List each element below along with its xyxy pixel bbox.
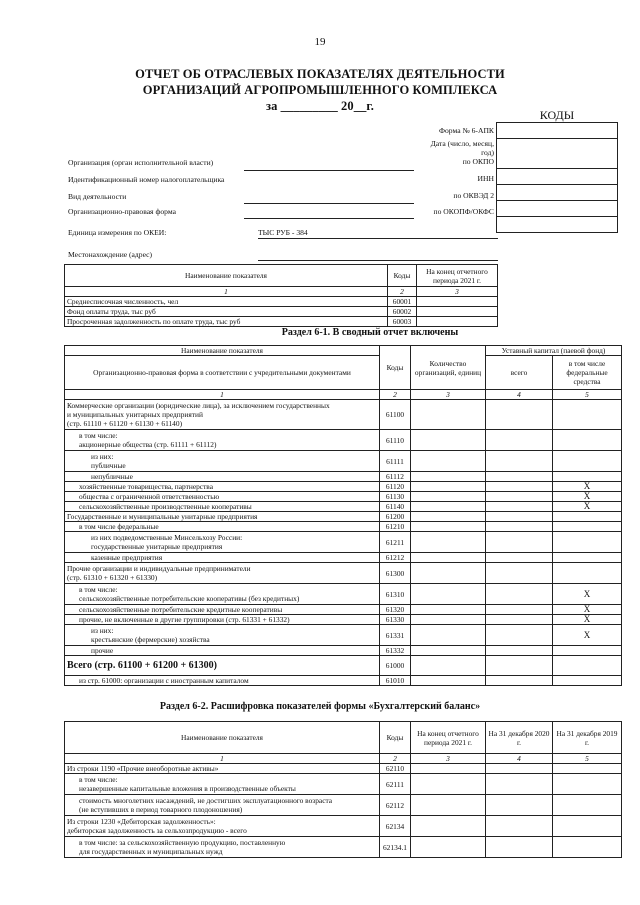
col-number: 3	[417, 287, 498, 297]
value-cell[interactable]	[411, 430, 486, 451]
value-cell[interactable]	[553, 451, 622, 472]
row-code: 61130	[380, 492, 411, 502]
value-cell[interactable]	[411, 816, 486, 837]
row-code: 61210	[380, 522, 411, 532]
value-cell[interactable]	[486, 774, 553, 795]
row-name	[65, 522, 380, 532]
value-cell[interactable]	[417, 297, 498, 307]
table-row	[65, 472, 622, 482]
row-name-line: стоимость многолетних насаждений, не достигших эксплуатационного возраста	[79, 796, 333, 805]
value-cell[interactable]	[486, 553, 553, 563]
code-label-date: Дата (число, месяц, год)	[430, 139, 494, 157]
row-name-line: крестьянские (фермерские) хозяйства	[91, 635, 210, 644]
table-row	[65, 795, 622, 816]
value-cell[interactable]	[411, 656, 486, 676]
col-number: 1	[65, 390, 380, 400]
value-cell[interactable]	[486, 532, 553, 553]
value-cell[interactable]	[486, 512, 553, 522]
col-number: 3	[411, 390, 486, 400]
code-label-okved: по ОКВЭД 2	[453, 191, 494, 200]
col-header-dec-2019: На 31 декабря 2019 г.	[553, 722, 622, 754]
value-cell[interactable]	[486, 492, 553, 502]
row-code: 61110	[380, 430, 411, 451]
table-row	[65, 522, 622, 532]
code-label-form: Форма № 6-АПК	[438, 126, 494, 135]
row-name	[65, 553, 380, 563]
table-row	[65, 492, 622, 502]
row-name-line: Коммерческие организации (юридические лица), за исключением государственных	[67, 401, 330, 410]
row-name	[65, 676, 380, 686]
row-name-line: в том числе федеральные	[79, 522, 159, 531]
col-header-code: Коды	[388, 265, 417, 287]
table-row	[65, 605, 622, 615]
value-cell[interactable]	[486, 676, 553, 686]
value-cell[interactable]	[411, 492, 486, 502]
table-row	[65, 512, 622, 522]
value-cell[interactable]	[411, 400, 486, 430]
value-cell[interactable]	[417, 317, 498, 327]
row-name	[65, 532, 380, 553]
row-name-line: Из строки 1230 «Дебиторская задолженность»:	[67, 817, 216, 826]
value-cell[interactable]	[411, 774, 486, 795]
row-code: 61010	[380, 676, 411, 686]
row-name-line: дебиторская задолженность за сельхозпродукцию - всего	[67, 826, 247, 835]
value-cell[interactable]	[486, 837, 553, 858]
code-label-okpo: по ОКПО	[462, 157, 494, 166]
col-header-code: Коды	[380, 346, 411, 390]
report-title-line-2: ОРГАНИЗАЦИЙ АГРОПРОМЫШЛЕННОГО КОМПЛЕКСА	[142, 83, 498, 97]
report-period: за _________ 20__г.	[265, 99, 375, 113]
row-name-line: в том числе: за сельскохозяйственную продукцию, поставленную	[79, 838, 286, 847]
not-applicable-mark: X	[553, 482, 622, 492]
row-code: 62112	[380, 795, 411, 816]
row-code: 61211	[380, 532, 411, 553]
row-name-line: казенные предприятия	[91, 553, 163, 562]
row-name-line: Прочие организации и индивидуальные предприниматели	[67, 564, 251, 573]
row-code: 61331	[380, 625, 411, 646]
row-name	[65, 656, 380, 676]
value-cell[interactable]	[553, 774, 622, 795]
row-name	[65, 492, 380, 502]
col-header-name: Наименование показателя	[65, 346, 380, 356]
row-code: 62111	[380, 774, 411, 795]
value-cell[interactable]	[486, 615, 553, 625]
not-applicable-mark: X	[553, 605, 622, 615]
table-row	[65, 625, 622, 646]
row-name	[65, 837, 380, 858]
table-row	[65, 615, 622, 625]
table-row	[65, 451, 622, 472]
value-cell[interactable]	[553, 837, 622, 858]
value-cell[interactable]	[411, 451, 486, 472]
table-row	[65, 764, 622, 774]
row-code: 61320	[380, 605, 411, 615]
row-name-line: общества с ограниченной ответственностью	[79, 492, 220, 501]
row-name-line: акционерные общества (стр. 61111 + 61112)	[79, 440, 217, 449]
code-field-inn[interactable]	[497, 185, 618, 201]
table-row	[65, 297, 498, 307]
table-row	[65, 676, 622, 686]
row-code: 61140	[380, 502, 411, 512]
label-activity: Вид деятельности	[68, 192, 127, 201]
value-cell[interactable]	[553, 563, 622, 584]
row-name-line: публичные	[91, 461, 126, 470]
row-name-line: Государственные и муниципальные унитарные предприятия	[67, 512, 258, 521]
table-row	[65, 816, 622, 837]
row-name-line: сельскохозяйственные потребительские кредитные кооперативы	[79, 605, 283, 614]
row-code: 61300	[380, 563, 411, 584]
col-number: 4	[486, 390, 553, 400]
row-code: 61120	[380, 482, 411, 492]
row-name	[65, 816, 380, 837]
value-cell[interactable]	[553, 764, 622, 774]
row-name-line: Из строки 1190 «Прочие внеоборотные активы»	[67, 764, 219, 773]
value-cell[interactable]	[411, 676, 486, 686]
table-row	[65, 317, 498, 327]
col-header-federal: в том числе федеральные средства	[553, 356, 622, 390]
row-name	[65, 472, 380, 482]
row-name-line: в том числе:	[79, 431, 118, 440]
row-name	[65, 400, 380, 430]
code-field-form[interactable]	[497, 123, 618, 139]
label-inn: Идентификационный номер налогоплательщика	[68, 175, 225, 184]
table-row	[65, 584, 622, 605]
row-name-line: из них подведомственные Минсельхозу России:	[91, 533, 243, 542]
table-row	[65, 400, 622, 430]
value-cell[interactable]	[486, 563, 553, 584]
row-name	[65, 482, 380, 492]
not-applicable-mark: X	[553, 615, 622, 625]
row-name	[65, 795, 380, 816]
row-name: Среднесписочная численность, чел	[65, 297, 388, 307]
value-cell[interactable]	[486, 482, 553, 492]
value-cell[interactable]	[486, 430, 553, 451]
label-legal-form: Организационно-правовая форма	[68, 207, 176, 216]
value-cell[interactable]	[486, 646, 553, 656]
not-applicable-mark: X	[553, 492, 622, 502]
row-name	[65, 502, 380, 512]
value-cell[interactable]	[553, 816, 622, 837]
value-cell[interactable]	[486, 451, 553, 472]
table-row	[65, 563, 622, 584]
value-cell[interactable]	[486, 625, 553, 646]
label-location: Местонахождение (адрес)	[68, 250, 153, 259]
value-cell[interactable]	[553, 522, 622, 532]
unit-value: ТЫС РУБ - 384	[258, 228, 308, 237]
row-name-line: незавершенные капитальные вложения в производственные объекты	[79, 784, 296, 793]
row-name-line: (стр. 61310 + 61320 + 61330)	[67, 573, 158, 582]
col-number: 1	[65, 754, 380, 764]
row-name: Фонд оплаты труда, тыс руб	[65, 307, 388, 317]
row-name-line: в том числе:	[79, 585, 118, 594]
col-header-code: Коды	[380, 722, 411, 754]
row-name-line: и муниципальных унитарных предприятий	[67, 410, 203, 419]
col-number: 2	[380, 390, 411, 400]
value-cell[interactable]	[411, 764, 486, 774]
value-cell[interactable]	[411, 502, 486, 512]
row-name-line: (стр. 61110 + 61120 + 61130 + 61140)	[67, 419, 183, 428]
value-cell[interactable]	[411, 553, 486, 563]
value-cell[interactable]	[553, 532, 622, 553]
row-name-line: государственные унитарные предприятия	[91, 542, 223, 551]
col-number: 2	[380, 754, 411, 764]
col-number: 4	[486, 754, 553, 764]
table-row	[65, 307, 498, 317]
row-code: 61212	[380, 553, 411, 563]
value-cell[interactable]	[553, 512, 622, 522]
value-cell[interactable]	[553, 472, 622, 482]
row-code: 61310	[380, 584, 411, 605]
row-name-line: прочие	[91, 646, 114, 655]
value-cell[interactable]	[553, 400, 622, 430]
code-field-date[interactable]	[497, 139, 618, 169]
value-cell[interactable]	[486, 584, 553, 605]
row-code: 61112	[380, 472, 411, 482]
col-header-name: Наименование показателя	[65, 722, 380, 754]
code-field-okved[interactable]	[497, 201, 618, 217]
value-cell[interactable]	[411, 605, 486, 615]
unit-line	[258, 238, 498, 239]
table-row	[65, 837, 622, 858]
value-cell[interactable]	[411, 532, 486, 553]
row-name-line: из стр. 61000: организации с иностранным капиталом	[79, 676, 249, 685]
report-title-line-1: ОТЧЕТ ОБ ОТРАСЛЕВЫХ ПОКАЗАТЕЛЯХ ДЕЯТЕЛЬНОСТИ	[135, 67, 505, 81]
code-field-okpo[interactable]	[497, 169, 618, 185]
row-code: 61332	[380, 646, 411, 656]
not-applicable-mark: X	[553, 625, 622, 646]
row-name	[65, 625, 380, 646]
section-6-1-table	[64, 345, 622, 686]
row-name	[65, 646, 380, 656]
table-row	[65, 646, 622, 656]
codes-box	[496, 122, 618, 233]
value-cell[interactable]	[411, 512, 486, 522]
row-name	[65, 430, 380, 451]
not-applicable-mark: X	[553, 502, 622, 512]
col-header-count: Количество организаций, единиц	[411, 346, 486, 390]
col-number: 2	[388, 287, 417, 297]
value-cell[interactable]	[486, 816, 553, 837]
code-label-inn: ИНН	[477, 174, 494, 183]
code-field-okopf[interactable]	[497, 217, 618, 233]
label-unit: Единица измерения по ОКЕИ:	[68, 228, 167, 237]
row-name-line: (не вступивших в период товарного плодоношения)	[79, 805, 243, 814]
value-cell[interactable]	[486, 795, 553, 816]
row-name	[65, 584, 380, 605]
row-name-line: сельскохозяйственные потребительские кооперативы (без кредитных)	[79, 594, 300, 603]
row-code: 60001	[388, 297, 417, 307]
col-header-total: всего	[486, 356, 553, 390]
col-number: 5	[553, 390, 622, 400]
row-name	[65, 615, 380, 625]
value-cell[interactable]	[486, 400, 553, 430]
value-cell[interactable]	[411, 795, 486, 816]
row-name	[65, 605, 380, 615]
row-name	[65, 563, 380, 584]
row-name-line: Всего (стр. 61100 + 61200 + 61300)	[67, 660, 217, 671]
codes-heading: КОДЫ	[497, 108, 617, 123]
value-cell[interactable]	[553, 795, 622, 816]
label-organization: Организация (орган исполнительной власти)	[68, 158, 214, 167]
code-label-okopf: по ОКОПФ/ОКФС	[433, 207, 494, 216]
row-name	[65, 512, 380, 522]
value-cell[interactable]	[411, 522, 486, 532]
row-code: 62134	[380, 816, 411, 837]
col-header-dec-2020: На 31 декабря 2020 г.	[486, 722, 553, 754]
row-code: 62134.1	[380, 837, 411, 858]
organization-input-line[interactable]	[244, 170, 414, 171]
row-code: 60003	[388, 317, 417, 327]
row-name	[65, 764, 380, 774]
value-cell[interactable]	[486, 764, 553, 774]
value-cell[interactable]	[486, 522, 553, 532]
row-code: 61330	[380, 615, 411, 625]
legal-form-input-line[interactable]	[244, 218, 414, 219]
value-cell[interactable]	[411, 615, 486, 625]
row-name	[65, 451, 380, 472]
value-cell[interactable]	[553, 646, 622, 656]
col-number: 3	[411, 754, 486, 764]
section-6-2-table	[64, 721, 622, 858]
row-code: 61111	[380, 451, 411, 472]
table-row	[65, 532, 622, 553]
section-6-2-title: Раздел 6-2. Расшифровка показателей формы «Бухгалтерский баланс»	[159, 701, 481, 712]
value-cell[interactable]	[486, 502, 553, 512]
col-header-name: Наименование показателя	[65, 265, 388, 287]
row-code: 60002	[388, 307, 417, 317]
col-header-capital: Уставный капитал (паевой фонд)	[486, 346, 622, 356]
activity-input-line[interactable]	[244, 203, 414, 204]
row-name-line: непубличные	[91, 472, 133, 481]
value-cell[interactable]	[411, 482, 486, 492]
row-name-line: из них:	[91, 452, 114, 461]
row-code: 61100	[380, 400, 411, 430]
table-row	[65, 502, 622, 512]
row-code: 61000	[380, 656, 411, 676]
not-applicable-mark: X	[553, 584, 622, 605]
table-row	[65, 656, 622, 676]
value-cell[interactable]	[486, 605, 553, 615]
row-name	[65, 774, 380, 795]
value-cell[interactable]	[486, 656, 553, 676]
col-header-end-period: На конец отчетного периода 2021 г.	[417, 265, 498, 287]
col-header-end-period: На конец отчетного периода 2021 г.	[411, 722, 486, 754]
value-cell[interactable]	[417, 307, 498, 317]
row-name-line: сельскохозяйственные производственные кооперативы	[79, 502, 252, 511]
value-cell[interactable]	[411, 837, 486, 858]
table-row	[65, 774, 622, 795]
page-number: 19	[314, 36, 326, 48]
col-number: 5	[553, 754, 622, 764]
table-row	[65, 553, 622, 563]
row-name-line: для государственных и муниципальных нужд	[79, 847, 223, 856]
value-cell[interactable]	[411, 472, 486, 482]
value-cell[interactable]	[553, 676, 622, 686]
value-cell[interactable]	[411, 646, 486, 656]
value-cell[interactable]	[553, 553, 622, 563]
row-code: 61200	[380, 512, 411, 522]
row-name-line: прочие, не включенные в другие группировки (стр. 61331 + 61332)	[79, 615, 290, 624]
staff-table	[64, 264, 498, 327]
row-name-line: хозяйственные товарищества, партнерства	[79, 482, 213, 491]
value-cell[interactable]	[411, 563, 486, 584]
table-row	[65, 482, 622, 492]
value-cell[interactable]	[553, 430, 622, 451]
value-cell[interactable]	[411, 625, 486, 646]
col-number: 1	[65, 287, 388, 297]
row-name-line: из них:	[91, 626, 114, 635]
value-cell[interactable]	[486, 472, 553, 482]
col-header-legal-form: Организационно-правовая форма в соответствии с учредительными документами	[65, 356, 380, 390]
row-name: Просроченная задолженность по оплате труда, тыс руб	[65, 317, 388, 327]
table-row	[65, 430, 622, 451]
row-name-line: в том числе:	[79, 775, 118, 784]
row-code: 62110	[380, 764, 411, 774]
value-cell[interactable]	[411, 584, 486, 605]
section-6-1-title: Раздел 6-1. В сводный отчет включены	[281, 327, 459, 338]
value-cell[interactable]	[553, 656, 622, 676]
location-input-line[interactable]	[258, 260, 498, 261]
